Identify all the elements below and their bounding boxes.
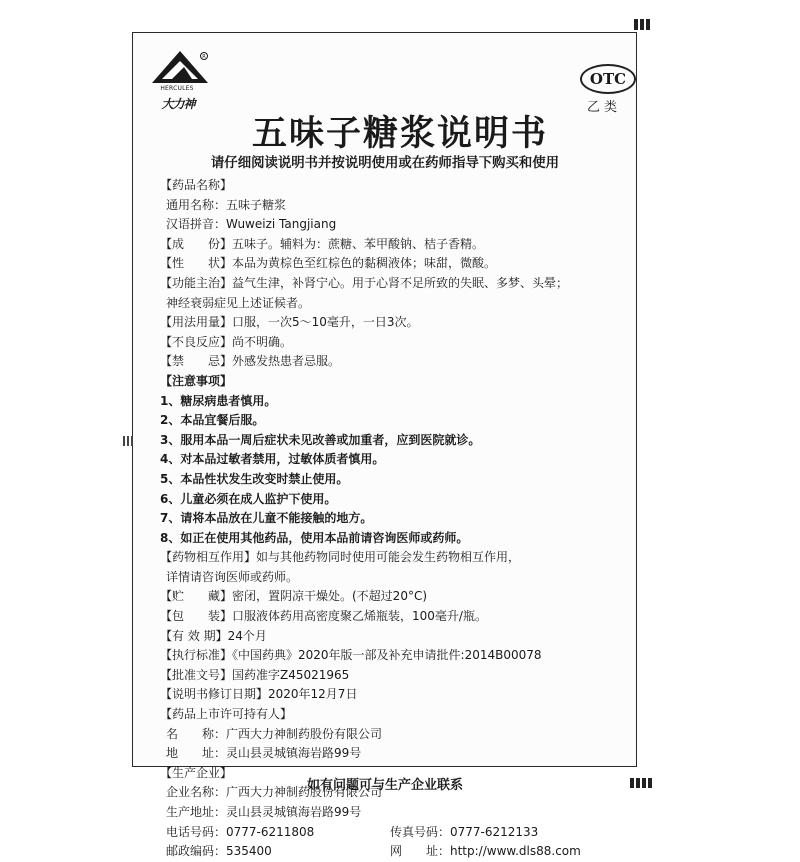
precautions-header: 【注意事项】	[160, 373, 233, 388]
indications-line-2: 神经衰弱症见上述证候者。	[166, 295, 311, 310]
indications-line-1: 【功能主治】益气生津，补肾宁心。用于心肾不足所致的失眠、多梦、头晕；	[160, 275, 569, 290]
crop-mark-top-right	[634, 19, 654, 29]
drug-name-header: 【药品名称】	[160, 178, 233, 192]
footer-note: 如有问题可与生产企业联系	[306, 778, 463, 793]
postcode: 邮政编码：535400	[166, 844, 272, 859]
approval-number: 【批准文号】国药准字Z45021965	[160, 667, 350, 682]
precaution-item: 4、对本品过敏者禁用，过敏体质者慎用。	[160, 452, 385, 467]
validity: 【有 效 期】24个月	[160, 628, 267, 643]
precaution-item: 2、本品宜餐后服。	[160, 413, 265, 428]
precaution-item: 3、服用本品一周后症状未见改善或加重者，应到医院就诊。	[160, 432, 481, 447]
pinyin-name: 汉语拼音：Wuweizi Tangjiang	[166, 217, 337, 232]
precaution-item: 7、请将本品放在儿童不能接触的地方。	[160, 511, 373, 526]
crop-mark-left	[123, 436, 133, 446]
precaution-item: 6、儿童必须在成人监护下使用。	[160, 491, 337, 506]
interactions-line-1: 【药物相互作用】如与其他药物同时使用可能会发生药物相互作用，	[160, 550, 521, 565]
package: 【包 装】口服液体药用高密度聚乙烯瓶装，100毫升/瓶。	[160, 609, 487, 624]
dosage: 【用法用量】口服，一次5～10毫升，一日3次。	[160, 315, 419, 330]
leaflet-body	[160, 176, 630, 862]
precaution-item: 8、如正在使用其他药品，使用本品前请咨询医师或药师。	[160, 530, 469, 545]
logo-brand-text: 大力神	[161, 97, 195, 111]
precaution-item: 1、糖尿病患者慎用。	[160, 393, 277, 408]
character: 【性 状】本品为黄棕色至红棕色的黏稠液体；味甜，微酸。	[160, 256, 497, 271]
adverse-reactions: 【不良反应】尚不明确。	[160, 334, 293, 349]
storage: 【贮 藏】密闭，置阴凉干燥处。(不超过20°C)	[160, 589, 428, 604]
mah-name: 名 称：广西大力神制药股份有限公司	[166, 726, 383, 741]
page-subtitle: 请仔细阅读说明书并按说明使用或在药师指导下购买和使用	[210, 156, 560, 171]
logo-caption: HERCULES	[160, 85, 194, 92]
ingredients: 【成 份】五味子。辅料为：蔗糖、苯甲酸钠、桔子香精。	[160, 236, 485, 251]
mah-header: 【药品上市许可持有人】	[160, 707, 293, 722]
otc-badge: OTC	[580, 64, 636, 94]
precaution-item: 5、本品性状发生改变时禁止使用。	[160, 471, 349, 486]
common-name: 通用名称：五味子糖浆	[166, 197, 287, 212]
otc-class-label: 乙类	[587, 100, 622, 115]
page-title: 五味子糖浆说明书	[251, 114, 548, 154]
manufacturer-header: 【生产企业】	[160, 765, 233, 780]
manufacturer-name: 企业名称：广西大力神制药股份有限公司	[166, 785, 383, 800]
phone-number: 电话号码：0777-6211808	[166, 824, 315, 839]
execution-standard: 【执行标准】《中国药典》2020年版一部及补充申请批件:2014B00078	[160, 648, 542, 663]
contraindications: 【禁 忌】外感发热患者忌服。	[160, 354, 341, 369]
website: 网 址：http://www.dls88.com	[390, 844, 581, 859]
contact-row-2	[160, 842, 630, 862]
contact-row-1	[160, 823, 630, 843]
svg-text:R: R	[202, 54, 206, 60]
mah-address: 地 址：灵山县灵城镇海岩路99号	[166, 746, 362, 761]
revision-date: 【说明书修订日期】2020年12月7日	[160, 687, 358, 702]
interactions-line-2: 详情请咨询医师或药师。	[166, 569, 299, 584]
manufacturer-address: 生产地址：灵山县灵城镇海岩路99号	[166, 805, 362, 819]
fax-number: 传真号码：0777-6212133	[390, 824, 539, 839]
